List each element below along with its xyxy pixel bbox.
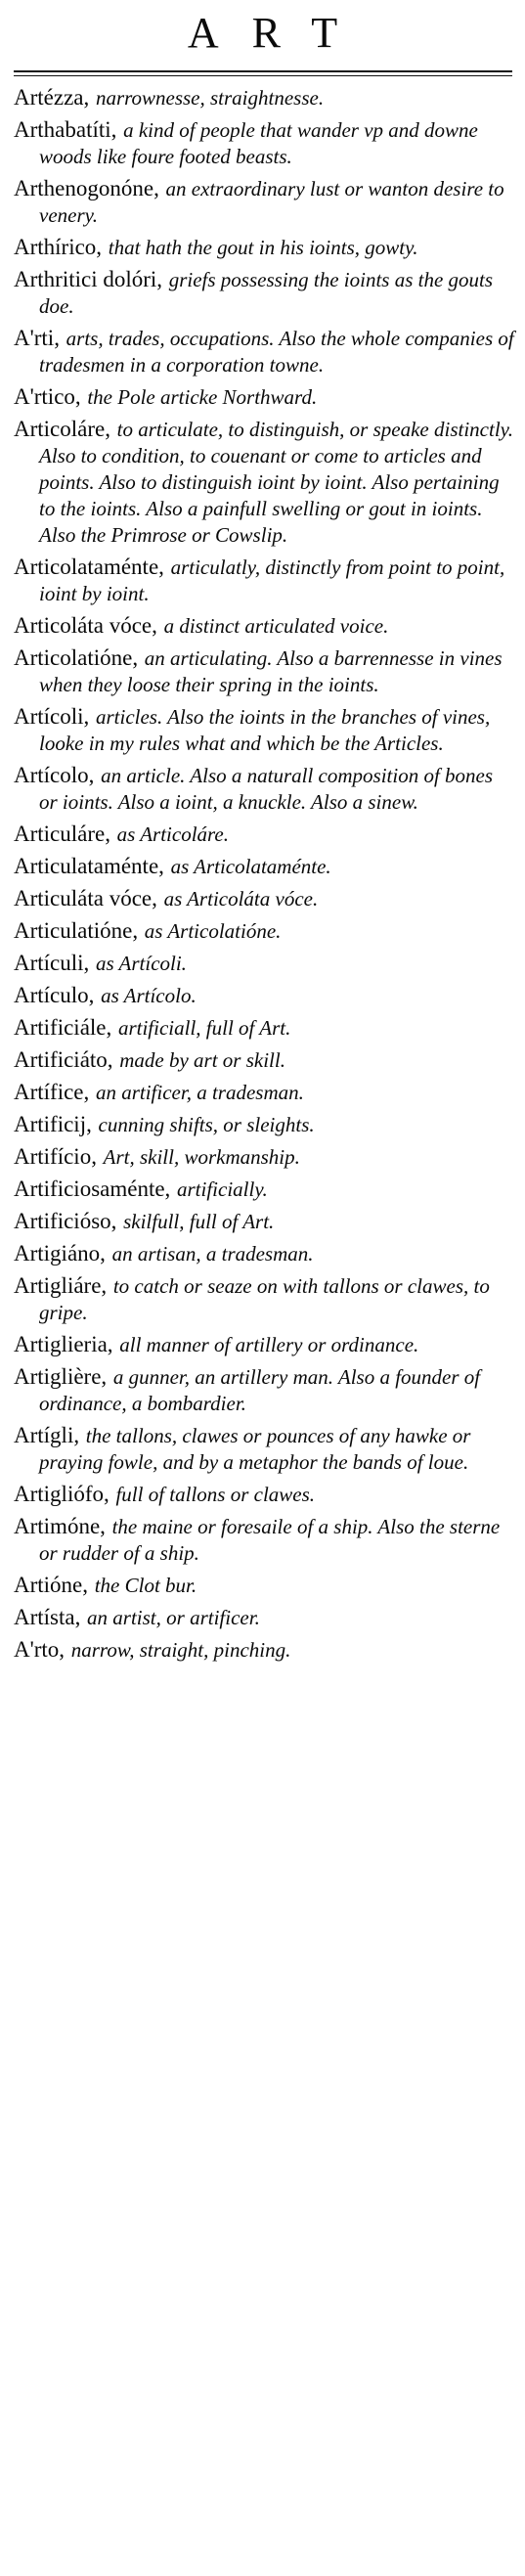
entry-definition: griefs possessing the ioints as the gouts doe.	[39, 268, 494, 318]
entry-definition: the tallons, clawes or pounces of any hawke or praying fowle, and by a metaphor the bands of loue.	[39, 1424, 471, 1474]
dictionary-entry	[14, 175, 514, 229]
dictionary-entry	[14, 554, 514, 607]
dictionary-entry	[14, 325, 514, 378]
dictionary-entry	[14, 821, 514, 848]
entry-headword: Arthírico,	[14, 235, 103, 259]
entry-definition: as Articoláre.	[116, 822, 230, 846]
dictionary-entry	[14, 1572, 514, 1599]
entry-definition: arts, trades, occupations. Also the whole companies of tradesmen in a corporation towne.	[39, 327, 514, 377]
entry-headword: Articoláta vóce,	[14, 613, 157, 638]
entry-definition: skilfull, full of Art.	[123, 1210, 275, 1233]
entry-list	[14, 84, 514, 1668]
entry-headword: Arthabatíti,	[14, 117, 117, 142]
dictionary-entry	[14, 383, 514, 411]
entry-headword: Artificiáto,	[14, 1047, 113, 1072]
entry-headword: Articolatióne,	[14, 645, 139, 670]
entry-definition: as Artícoli.	[95, 952, 187, 975]
dictionary-entry	[14, 234, 514, 261]
entry-headword: Artiglieria,	[14, 1332, 113, 1356]
dictionary-entry	[14, 703, 514, 757]
dictionary-entry	[14, 1331, 514, 1358]
entry-definition: narrow, straight, pinching.	[70, 1638, 291, 1662]
dictionary-entry	[14, 762, 514, 816]
dictionary-entry	[14, 853, 514, 880]
entry-definition: as Artícolo.	[101, 984, 197, 1007]
entry-headword: Artículi,	[14, 951, 90, 975]
entry-definition: the Clot bur.	[94, 1574, 197, 1597]
dictionary-entry	[14, 1272, 514, 1326]
dictionary-entry	[14, 1240, 514, 1267]
entry-definition: full of tallons or clawes.	[115, 1483, 316, 1506]
entry-headword: Articuláre,	[14, 822, 110, 846]
entry-definition: an extraordinary lust or wanton desire to venery.	[39, 177, 504, 227]
dictionary-entry	[14, 950, 514, 977]
entry-headword: Artigiáno,	[14, 1241, 106, 1266]
dictionary-entry	[14, 644, 514, 698]
entry-headword: Articuláta vóce,	[14, 886, 157, 910]
dictionary-entry	[14, 1422, 514, 1476]
dictionary-entry	[14, 1604, 514, 1631]
dictionary-entry	[14, 416, 514, 549]
entry-definition: a kind of people that wander vp and downe woods like foure footed beasts.	[39, 118, 478, 168]
entry-headword: A'rtico,	[14, 384, 81, 409]
entry-headword: Artigliófo,	[14, 1482, 109, 1506]
dictionary-entry	[14, 612, 514, 640]
entry-headword: Artificióso,	[14, 1209, 117, 1233]
dictionary-entry	[14, 917, 514, 945]
dictionary-entry	[14, 1143, 514, 1171]
page-header	[0, 4, 525, 74]
entry-definition: an articulating. Also a barrennesse in vines when they loose their spring in the ioints.	[39, 646, 503, 696]
entry-definition: the maine or foresaile of a ship. Also the sterne or rudder of a ship.	[39, 1515, 501, 1565]
entry-headword: Artifício,	[14, 1144, 97, 1169]
entry-definition: an artificer, a tradesman.	[95, 1081, 304, 1104]
entry-headword: Artífice,	[14, 1080, 90, 1104]
dictionary-entry	[14, 116, 514, 170]
dictionary-entry	[14, 1636, 514, 1664]
entry-headword: Artigliáre,	[14, 1273, 108, 1298]
entry-headword: Artículo,	[14, 983, 95, 1007]
entry-definition: all manner of artillery or ordinance.	[119, 1333, 419, 1356]
entry-headword: Artísta,	[14, 1605, 81, 1629]
dictionary-entry	[14, 84, 514, 111]
entry-definition: made by art or skill.	[119, 1048, 285, 1072]
entry-definition: to articulate, to distinguish, or speake distinctly. Also to condition, to couenant or come to articles and points. Also to distinguish ioint by ioint. Also pertaining to the ioints. Also a painfull swelling or gout in ioints. Also the Primrose or Cowslip.	[39, 418, 514, 547]
entry-definition: articles. Also the ioints in the branches of vines, looke in my rules what and which be the Articles.	[39, 705, 491, 755]
entry-headword: Articulataménte,	[14, 854, 164, 878]
entry-definition: artificiall, full of Art.	[117, 1016, 291, 1040]
entry-definition: as Articoláta vóce.	[163, 887, 319, 910]
entry-headword: Artézza,	[14, 85, 90, 110]
entry-headword: Arthritici dolóri,	[14, 267, 163, 291]
dictionary-entry	[14, 885, 514, 912]
header-rule-top	[14, 70, 512, 72]
entry-definition: the Pole articke Northward.	[87, 385, 318, 409]
entry-headword: Artificiále,	[14, 1015, 112, 1040]
entry-headword: Artícoli,	[14, 704, 90, 729]
dictionary-entry	[14, 266, 514, 320]
dictionary-entry	[14, 1111, 514, 1138]
header-rule-bottom	[14, 75, 512, 76]
entry-definition: a gunner, an artillery man. Also a founder of ordinance, a bombardier.	[39, 1365, 481, 1415]
entry-definition: an artisan, a tradesman.	[111, 1242, 314, 1266]
entry-headword: Artióne,	[14, 1573, 89, 1597]
page-title: ART	[187, 9, 372, 57]
entry-definition: as Articolataménte.	[170, 855, 331, 878]
entry-headword: Artiglière,	[14, 1364, 108, 1389]
entry-headword: Articoláre,	[14, 417, 110, 441]
entry-headword: Artimóne,	[14, 1514, 106, 1538]
entry-definition: narrownesse, straightnesse.	[95, 86, 325, 110]
dictionary-entry	[14, 1046, 514, 1074]
entry-headword: Arthenogonóne,	[14, 176, 159, 200]
entry-headword: Articulatióne,	[14, 918, 139, 943]
entry-definition: a distinct articulated voice.	[163, 614, 389, 638]
entry-headword: Artificiosaménte,	[14, 1177, 171, 1201]
dictionary-entry	[14, 1208, 514, 1235]
entry-headword: A'rti,	[14, 326, 60, 350]
entry-definition: that hath the gout in his ioints, gowty.	[108, 236, 418, 259]
dictionary-entry	[14, 1363, 514, 1417]
entry-definition: Art, skill, workmanship.	[103, 1145, 300, 1169]
entry-definition: an artist, or artificer.	[87, 1606, 260, 1629]
entry-definition: artificially.	[177, 1177, 268, 1201]
dictionary-entry	[14, 982, 514, 1009]
dictionary-entry	[14, 1481, 514, 1508]
entry-headword: Artícolo,	[14, 763, 95, 787]
dictionary-entry	[14, 1014, 514, 1042]
entry-headword: Articolataménte,	[14, 555, 164, 579]
entry-definition: as Articolatióne.	[144, 919, 282, 943]
entry-definition: an article. Also a naturall composition of bones or ioints. Also a ioint, a knuckle. Also a sinew.	[39, 764, 494, 814]
entry-headword: Artificij,	[14, 1112, 92, 1136]
dictionary-entry	[14, 1513, 514, 1567]
entry-definition: to catch or seaze on with tallons or clawes, to gripe.	[39, 1274, 490, 1324]
entry-headword: Artígli,	[14, 1423, 80, 1447]
entry-definition: cunning shifts, or sleights.	[98, 1113, 315, 1136]
entry-headword: A'rto,	[14, 1637, 66, 1662]
entry-definition: articulatly, distinctly from point to point, ioint by ioint.	[39, 555, 505, 605]
dictionary-entry	[14, 1176, 514, 1203]
dictionary-entry	[14, 1079, 514, 1106]
